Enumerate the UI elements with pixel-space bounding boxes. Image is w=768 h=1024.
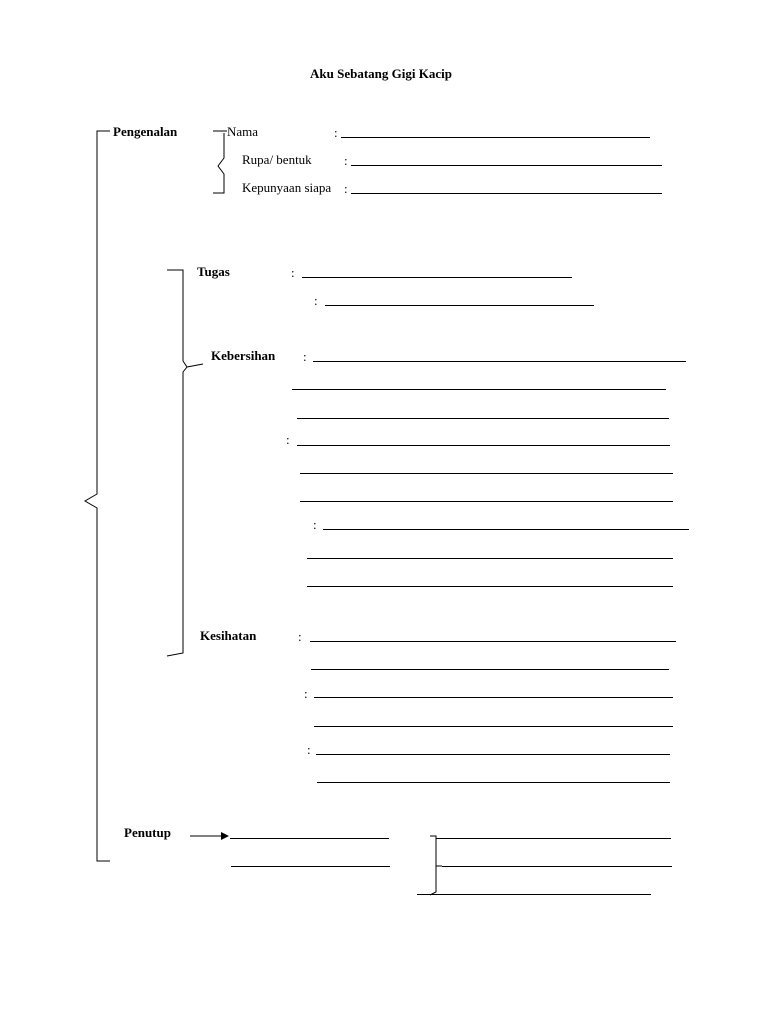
colon: : <box>344 153 348 168</box>
document-title: Aku Sebatang Gigi Kacip <box>310 66 452 81</box>
section-penutup: Penutup <box>124 825 171 840</box>
blank-line[interactable] <box>311 669 669 670</box>
blank-line[interactable] <box>325 305 594 306</box>
blank-line[interactable] <box>417 894 651 895</box>
blank-line[interactable] <box>317 782 670 783</box>
blank-line[interactable] <box>436 838 671 839</box>
blank-line[interactable] <box>323 529 689 530</box>
colon: : <box>307 742 311 757</box>
blank-line[interactable] <box>230 838 389 839</box>
main-bracket <box>85 131 110 861</box>
blank-line[interactable] <box>300 501 673 502</box>
blank-line[interactable] <box>307 586 673 587</box>
middle-bracket <box>167 270 187 656</box>
penutup-bracket <box>430 836 442 895</box>
blank-line[interactable] <box>351 193 662 194</box>
blank-line[interactable] <box>292 389 666 390</box>
colon: : <box>286 432 290 447</box>
colon: : <box>303 349 307 364</box>
blank-line[interactable] <box>442 866 672 867</box>
colon: : <box>298 629 302 644</box>
field-label-rupa: Rupa/ bentuk <box>242 152 312 167</box>
blank-line[interactable] <box>314 697 673 698</box>
section-tugas: Tugas <box>197 264 230 279</box>
blank-line[interactable] <box>300 473 673 474</box>
colon: : <box>313 517 317 532</box>
colon: : <box>291 265 295 280</box>
blank-line[interactable] <box>314 726 673 727</box>
colon: : <box>314 293 318 308</box>
blank-line[interactable] <box>307 558 673 559</box>
field-label-nama: Nama <box>227 124 259 139</box>
blank-line[interactable] <box>297 418 669 419</box>
pengenalan-sub-bracket <box>213 133 224 193</box>
blank-line[interactable] <box>302 277 572 278</box>
colon: : <box>344 181 348 196</box>
blank-line[interactable] <box>351 165 662 166</box>
colon: : <box>334 125 338 140</box>
blank-line[interactable] <box>316 754 670 755</box>
penutup-arrow <box>190 832 229 840</box>
blank-line[interactable] <box>313 361 686 362</box>
blank-line[interactable] <box>341 137 650 138</box>
section-kebersihan: Kebersihan <box>211 348 276 363</box>
blank-line[interactable] <box>310 641 676 642</box>
colon: : <box>304 686 308 701</box>
blank-line[interactable] <box>231 866 390 867</box>
field-label-kepunyaan: Kepunyaan siapa <box>242 180 332 195</box>
blank-line[interactable] <box>297 445 670 446</box>
kebersihan-tick <box>187 364 203 367</box>
section-kesihatan: Kesihatan <box>200 628 257 643</box>
section-pengenalan: Pengenalan <box>113 124 178 139</box>
